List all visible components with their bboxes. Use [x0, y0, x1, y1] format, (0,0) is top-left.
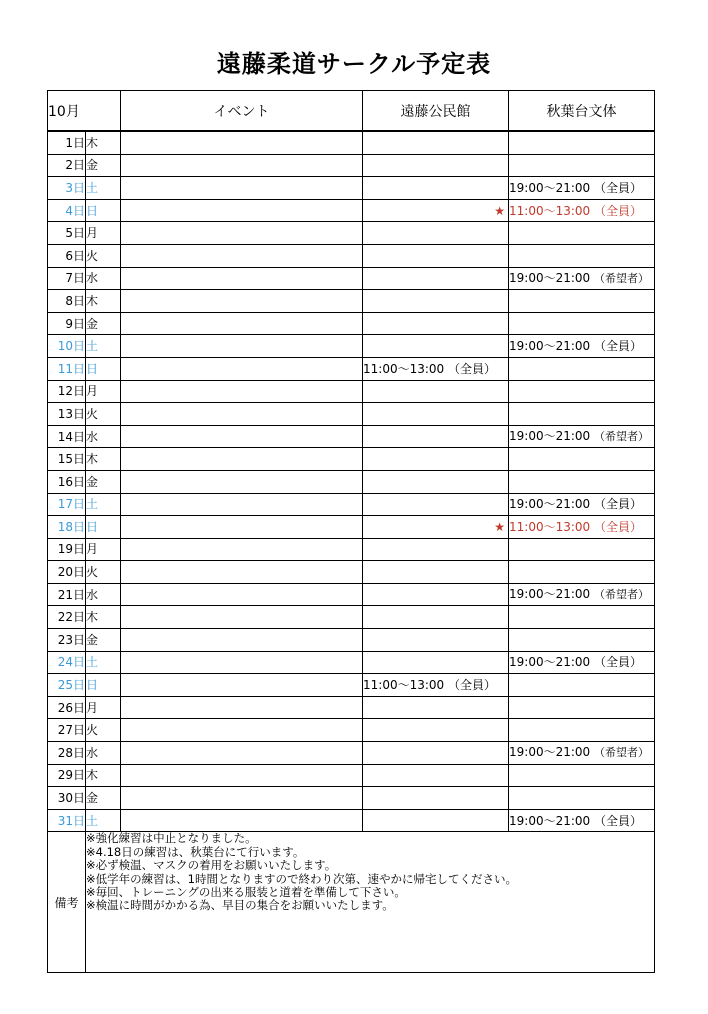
table-row — [48, 290, 655, 313]
weekday-cell: 土 — [86, 493, 121, 516]
weekday-cell: 木 — [86, 606, 121, 629]
table-row — [48, 561, 655, 584]
event-cell — [121, 199, 363, 222]
date-cell: 23日 — [48, 629, 86, 652]
hall-column-header: 遠藤公民館 — [363, 91, 509, 132]
hall-cell — [363, 335, 509, 358]
weekday-cell: 火 — [86, 403, 121, 426]
weekday-cell: 日 — [86, 516, 121, 539]
akiba-cell — [509, 177, 655, 200]
akiba-cell — [509, 493, 655, 516]
days-body — [48, 131, 655, 832]
date-cell: 5日 — [48, 222, 86, 245]
event-cell — [121, 290, 363, 313]
event-cell — [121, 154, 363, 177]
akiba-time: 11:00～13:00 （全員） — [509, 203, 642, 218]
hall-cell — [363, 470, 509, 493]
akiba-cell — [509, 516, 655, 539]
hall-cell — [363, 154, 509, 177]
event-column-header: イベント — [121, 91, 363, 132]
hall-cell — [363, 651, 509, 674]
weekday-cell: 水 — [86, 425, 121, 448]
table-row — [48, 357, 655, 380]
event-cell — [121, 244, 363, 267]
note-line: ※毎回、トレーニングの出来る服装と道着を準備して下さい。 — [86, 885, 406, 900]
event-cell — [121, 583, 363, 606]
event-cell — [121, 222, 363, 245]
event-cell — [121, 674, 363, 697]
akiba-cell — [509, 809, 655, 832]
date-cell: 6日 — [48, 244, 86, 267]
date-cell: 8日 — [48, 290, 86, 313]
event-cell — [121, 629, 363, 652]
table-row — [48, 403, 655, 426]
akiba-time: 19:00～21:00 — [509, 587, 594, 602]
akiba-participants: （希望者） — [594, 746, 649, 760]
table-row — [48, 674, 655, 697]
date-cell: 26日 — [48, 696, 86, 719]
hall-cell — [363, 809, 509, 832]
page-title: 遠藤柔道サークル予定表 — [216, 50, 492, 78]
date-cell: 10日 — [48, 335, 86, 358]
event-cell — [121, 787, 363, 810]
hall-cell — [363, 267, 509, 290]
akiba-cell — [509, 787, 655, 810]
hall-cell — [363, 177, 509, 200]
weekday-cell: 月 — [86, 380, 121, 403]
table-row — [48, 199, 655, 222]
table-row — [48, 131, 655, 154]
table-row — [48, 583, 655, 606]
akiba-cell — [509, 154, 655, 177]
table-row — [48, 787, 655, 810]
date-cell: 29日 — [48, 764, 86, 787]
akiba-cell — [509, 606, 655, 629]
event-cell — [121, 425, 363, 448]
date-cell: 22日 — [48, 606, 86, 629]
table-row — [48, 154, 655, 177]
table-row — [48, 764, 655, 787]
event-cell — [121, 809, 363, 832]
akiba-cell — [509, 380, 655, 403]
date-cell: 3日 — [48, 177, 86, 200]
hall-cell — [363, 787, 509, 810]
akiba-cell — [509, 651, 655, 674]
akiba-time: 19:00～21:00 （全員） — [509, 339, 642, 354]
hall-cell — [363, 742, 509, 765]
weekday-cell: 木 — [86, 131, 121, 154]
hall-cell — [363, 244, 509, 267]
event-cell — [121, 470, 363, 493]
note-line: ※低学年の練習は、1時間となりますので終わり次第、速やかに帰宅してください。 — [86, 871, 517, 886]
akiba-time: 19:00～21:00 （全員） — [509, 497, 642, 512]
note-line: ※4.18日の練習は、秋葉台にて行います。 — [86, 844, 305, 859]
notes-row — [48, 832, 655, 973]
akiba-cell — [509, 629, 655, 652]
notes-label: 備考 — [48, 832, 86, 973]
hall-cell — [363, 425, 509, 448]
hall-cell — [363, 312, 509, 335]
table-row — [48, 177, 655, 200]
event-cell — [121, 696, 363, 719]
date-cell: 21日 — [48, 583, 86, 606]
event-cell — [121, 267, 363, 290]
akiba-column-header: 秋葉台文体 — [509, 91, 655, 132]
table-row — [48, 312, 655, 335]
event-cell — [121, 538, 363, 561]
table-row — [48, 696, 655, 719]
event-cell — [121, 651, 363, 674]
date-cell: 24日 — [48, 651, 86, 674]
weekday-cell: 金 — [86, 312, 121, 335]
hall-cell — [363, 719, 509, 742]
weekday-cell: 土 — [86, 651, 121, 674]
table-row — [48, 742, 655, 765]
date-cell: 11日 — [48, 357, 86, 380]
table-row — [48, 809, 655, 832]
akiba-cell — [509, 742, 655, 765]
date-cell: 31日 — [48, 809, 86, 832]
weekday-cell: 金 — [86, 787, 121, 810]
akiba-cell — [509, 222, 655, 245]
hall-cell — [363, 493, 509, 516]
weekday-cell: 日 — [86, 357, 121, 380]
akiba-time: 11:00～13:00 （全員） — [509, 519, 642, 534]
table-row — [48, 425, 655, 448]
event-cell — [121, 606, 363, 629]
date-cell: 19日 — [48, 538, 86, 561]
notes-content — [86, 832, 655, 973]
table-row — [48, 267, 655, 290]
date-cell: 27日 — [48, 719, 86, 742]
hall-cell — [363, 583, 509, 606]
event-cell — [121, 719, 363, 742]
akiba-time: 19:00～21:00 — [509, 745, 594, 760]
akiba-participants: （希望者） — [594, 430, 649, 444]
table-row — [48, 651, 655, 674]
akiba-cell — [509, 335, 655, 358]
table-row — [48, 719, 655, 742]
akiba-cell — [509, 357, 655, 380]
table-row — [48, 222, 655, 245]
event-cell — [121, 131, 363, 154]
hall-cell — [363, 516, 509, 539]
hall-cell — [363, 696, 509, 719]
date-cell: 13日 — [48, 403, 86, 426]
note-line: ※必ず検温、マスクの着用をお願いいたします。 — [86, 858, 337, 873]
event-cell — [121, 312, 363, 335]
akiba-cell — [509, 267, 655, 290]
table-row — [48, 606, 655, 629]
weekday-cell: 木 — [86, 290, 121, 313]
akiba-participants: （希望者） — [594, 271, 649, 285]
hall-cell — [363, 222, 509, 245]
hall-cell — [363, 290, 509, 313]
table-row — [48, 244, 655, 267]
event-cell — [121, 764, 363, 787]
akiba-cell — [509, 244, 655, 267]
akiba-time: 19:00～21:00 — [509, 429, 594, 444]
weekday-cell: 日 — [86, 199, 121, 222]
weekday-cell: 金 — [86, 470, 121, 493]
date-cell: 16日 — [48, 470, 86, 493]
star-icon: ★ — [494, 519, 506, 534]
note-line: ※検温に時間がかかる為、早目の集合をお願いいたします。 — [86, 898, 394, 913]
akiba-cell — [509, 764, 655, 787]
month-header: 10月 — [48, 91, 121, 132]
akiba-cell — [509, 448, 655, 471]
hall-cell — [363, 764, 509, 787]
event-cell — [121, 516, 363, 539]
date-cell: 1日 — [48, 131, 86, 154]
akiba-time: 19:00～21:00 （全員） — [509, 180, 642, 195]
akiba-cell — [509, 696, 655, 719]
weekday-cell: 月 — [86, 538, 121, 561]
hall-cell — [363, 199, 509, 222]
weekday-cell: 水 — [86, 267, 121, 290]
star-icon: ★ — [494, 203, 506, 218]
akiba-cell — [509, 403, 655, 426]
date-cell: 2日 — [48, 154, 86, 177]
hall-cell — [363, 403, 509, 426]
date-cell: 4日 — [48, 199, 86, 222]
akiba-time: 19:00～21:00 （全員） — [509, 655, 642, 670]
event-cell — [121, 403, 363, 426]
weekday-cell: 土 — [86, 809, 121, 832]
date-cell: 18日 — [48, 516, 86, 539]
weekday-cell: 水 — [86, 742, 121, 765]
akiba-time: 19:00～21:00 — [509, 270, 594, 285]
weekday-cell: 月 — [86, 696, 121, 719]
akiba-cell — [509, 538, 655, 561]
date-cell: 14日 — [48, 425, 86, 448]
weekday-cell: 日 — [86, 674, 121, 697]
date-cell: 15日 — [48, 448, 86, 471]
event-cell — [121, 177, 363, 200]
weekday-cell: 火 — [86, 244, 121, 267]
weekday-cell: 土 — [86, 335, 121, 358]
weekday-cell: 金 — [86, 154, 121, 177]
hall-cell — [363, 380, 509, 403]
akiba-cell — [509, 312, 655, 335]
hall-cell: 11:00～13:00 （全員） — [363, 357, 509, 380]
akiba-cell — [509, 719, 655, 742]
akiba-cell — [509, 290, 655, 313]
date-cell: 25日 — [48, 674, 86, 697]
weekday-cell: 木 — [86, 764, 121, 787]
akiba-cell — [509, 674, 655, 697]
akiba-cell — [509, 561, 655, 584]
header-row — [48, 91, 655, 132]
event-cell — [121, 357, 363, 380]
table-row — [48, 493, 655, 516]
weekday-cell: 土 — [86, 177, 121, 200]
weekday-cell: 火 — [86, 561, 121, 584]
hall-cell — [363, 131, 509, 154]
akiba-cell — [509, 199, 655, 222]
table-row — [48, 470, 655, 493]
table-row — [48, 629, 655, 652]
table-row — [48, 335, 655, 358]
akiba-time: 19:00～21:00 （全員） — [509, 813, 642, 828]
akiba-cell — [509, 131, 655, 154]
event-cell — [121, 380, 363, 403]
table-row — [48, 380, 655, 403]
date-cell: 12日 — [48, 380, 86, 403]
event-cell — [121, 493, 363, 516]
hall-cell — [363, 448, 509, 471]
date-cell: 30日 — [48, 787, 86, 810]
akiba-cell — [509, 583, 655, 606]
table-row — [48, 516, 655, 539]
event-cell — [121, 742, 363, 765]
hall-cell — [363, 629, 509, 652]
date-cell: 17日 — [48, 493, 86, 516]
date-cell: 28日 — [48, 742, 86, 765]
event-cell — [121, 561, 363, 584]
schedule-table — [47, 90, 655, 973]
date-cell: 20日 — [48, 561, 86, 584]
event-cell — [121, 335, 363, 358]
hall-cell: 11:00～13:00 （全員） — [363, 674, 509, 697]
weekday-cell: 木 — [86, 448, 121, 471]
table-row — [48, 448, 655, 471]
date-cell: 9日 — [48, 312, 86, 335]
akiba-cell — [509, 470, 655, 493]
weekday-cell: 水 — [86, 583, 121, 606]
hall-cell — [363, 561, 509, 584]
weekday-cell: 月 — [86, 222, 121, 245]
weekday-cell: 火 — [86, 719, 121, 742]
table-row — [48, 538, 655, 561]
hall-cell — [363, 606, 509, 629]
event-cell — [121, 448, 363, 471]
note-line: ※強化練習は中止となりました。 — [86, 831, 257, 846]
akiba-participants: （希望者） — [594, 588, 649, 602]
hall-cell — [363, 538, 509, 561]
date-cell: 7日 — [48, 267, 86, 290]
weekday-cell: 金 — [86, 629, 121, 652]
akiba-cell — [509, 425, 655, 448]
